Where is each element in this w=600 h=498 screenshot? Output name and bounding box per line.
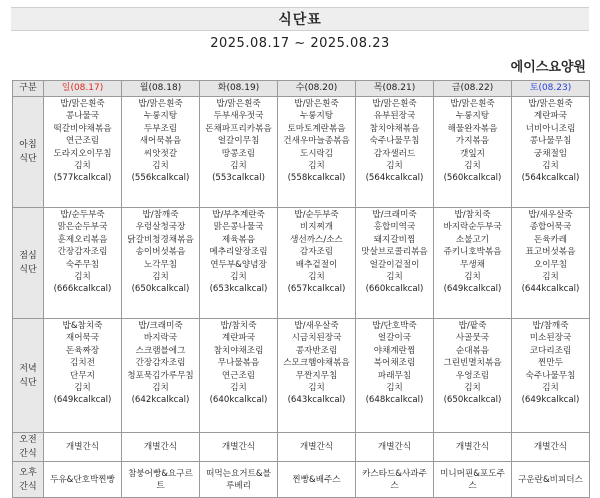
menu-item: 궁채절임 [533, 148, 568, 159]
menu-item: 표고버섯볶음 [525, 247, 576, 258]
menu-item: 얼갈이겉절이 [369, 259, 420, 270]
menu-item: 밥/참깨죽 [142, 210, 179, 220]
menu-item: (643kcalkcal) [287, 395, 346, 406]
menu-item: (553calkcal) [212, 173, 265, 184]
menu-item: 밥/새우살죽 [528, 210, 573, 220]
menu-cell [200, 462, 278, 498]
date-range: 2025.08.17 ~ 2025.08.23 [210, 36, 390, 51]
menu-item: 맑은콩나물국 [213, 222, 264, 233]
menu-item: 숙주무침 [65, 259, 100, 270]
menu-item: 밥/팥죽 [458, 321, 487, 331]
menu-item: 콩나물국 [65, 111, 100, 122]
menu-item: 재어묵국 [65, 333, 100, 344]
menu-item: 김치 [308, 272, 325, 283]
menu-cell [122, 319, 200, 433]
menu-item: 바지락국 [143, 333, 178, 344]
menu-item: 김치 [464, 161, 481, 172]
menu-item: 개별간식 [455, 442, 490, 453]
menu-cell [200, 319, 278, 433]
menu-cell [356, 97, 434, 208]
menu-item: 계란파국 [533, 111, 568, 122]
meal-label-line: 식단 [19, 154, 37, 164]
menu-cell [278, 462, 356, 498]
menu-item: 스크램블에그 [135, 345, 186, 356]
menu-item: 떡갈비야채볶음 [53, 123, 112, 134]
menu-item: 개별간식 [65, 442, 100, 453]
menu-item: 오이무침 [533, 259, 568, 270]
menu-item: 김치 [386, 272, 403, 283]
menu-item: 연근조림 [65, 136, 100, 147]
menu-item: 참치야채볶음 [369, 123, 420, 134]
menu-item: 개별간식 [533, 442, 568, 453]
menu-item: 땅콩조림 [221, 148, 256, 159]
menu-item: 연근조림 [221, 370, 256, 381]
menu-item: 숙주나물무침 [369, 136, 420, 147]
menu-item: 밥/크래미죽 [372, 210, 417, 220]
meal-row [13, 319, 590, 433]
menu-cell [356, 208, 434, 319]
menu-item: 비지찌개 [299, 222, 334, 233]
menu-item: 유부된장국 [373, 111, 416, 122]
menu-item: 김치 [386, 383, 403, 394]
menu-item: 종합어묵국 [529, 222, 572, 233]
menu-item: 스 [390, 481, 399, 491]
menu-cell [278, 97, 356, 208]
menu-cell [434, 319, 512, 433]
menu-item: 쥬키니호박볶음 [443, 247, 502, 258]
menu-item: 두유&단호박찐빵 [50, 474, 115, 485]
menu-item: 순대볶음 [455, 345, 490, 356]
menu-item: (660kcalkcal) [365, 284, 424, 295]
day-header-sat: 토(08.23) [512, 81, 590, 97]
menu-item: 돈육카레 [533, 234, 568, 245]
menu-item: 김치 [542, 161, 559, 172]
menu-item: 밥/맑은흰죽 [60, 99, 105, 109]
menu-item: 송이버섯볶음 [135, 247, 186, 258]
menu-item: 밥/참치죽 [454, 210, 491, 220]
meal-row [13, 462, 590, 498]
menu-cell [122, 97, 200, 208]
menu-item: 밥/맑은흰죽 [216, 99, 261, 109]
menu-item: 밥/부추계란죽 [212, 210, 265, 220]
menu-item: 간장감자조림 [57, 247, 108, 258]
menu-cell [356, 319, 434, 433]
meal-row [13, 208, 590, 319]
menu-item: (648kcalkcal) [365, 395, 424, 406]
menu-item: 생선까스/소스 [290, 234, 343, 245]
menu-item: (666kcalkcal) [53, 284, 112, 295]
menu-item: 감자조림 [299, 247, 334, 258]
menu-item: 두부조림 [143, 123, 178, 134]
menu-item: (657kcalkcal) [287, 284, 346, 295]
menu-item: 구운란&비피더스 [518, 474, 583, 485]
menu-item: 해물완자볶음 [447, 123, 498, 134]
day-header-thu: 목(08.21) [356, 81, 434, 97]
menu-cell [356, 462, 434, 498]
header-row [13, 81, 590, 97]
menu-item: (640kcalkcal) [209, 395, 268, 406]
menu-item: (577kcalkcal) [53, 173, 112, 184]
menu-cell [122, 433, 200, 462]
day-header-sun: 일(08.17) [44, 81, 122, 97]
menu-cell [434, 433, 512, 462]
page-title: 식단표 [278, 12, 322, 28]
menu-item: (558kcalkcal) [287, 173, 346, 184]
menu-item: 제육볶음 [221, 234, 256, 245]
title-bar [11, 7, 589, 31]
menu-item: 씨앗젓갈 [143, 148, 178, 159]
menu-item: 야채계란찜 [373, 345, 416, 356]
menu-item: 밥&참치죽 [62, 321, 103, 331]
menu-item: (644kcalkcal) [521, 284, 580, 295]
menu-item: 얼갈이무침 [217, 136, 260, 147]
menu-item: 김치 [152, 383, 169, 394]
menu-body [13, 97, 590, 498]
menu-item: 찐만두 [538, 358, 563, 369]
menu-item: 김치 [74, 383, 91, 394]
menu-item: 그린빈멸치볶음 [443, 358, 502, 369]
menu-item: 콩자반조림 [295, 345, 338, 356]
meal-label [13, 208, 44, 319]
menu-item: 김치 [386, 161, 403, 172]
menu-item: 밥/참깨죽 [532, 321, 569, 331]
menu-item: 김치 [542, 272, 559, 283]
menu-cell [44, 208, 122, 319]
menu-item: 얼갈이국 [377, 333, 412, 344]
menu-item: 가지볶음 [455, 136, 490, 147]
menu-item: 갯잎지 [460, 148, 485, 159]
menu-item: 미니머핀&포도주 [440, 468, 505, 479]
menu-item: 김치전 [70, 358, 95, 369]
menu-item: 감자샐러드 [373, 148, 416, 159]
menu-item: 누룽지탕 [299, 111, 334, 122]
meal-label-line: 오후 [19, 467, 37, 478]
menu-cell [44, 97, 122, 208]
menu-item: 밥/맑은흰죽 [138, 99, 183, 109]
menu-item: 너비아니조림 [525, 123, 576, 134]
menu-item: 홍합미역국 [373, 222, 416, 233]
menu-item: 사골뭇국 [455, 333, 490, 344]
menu-item: 계란파국 [221, 333, 256, 344]
menu-cell [356, 433, 434, 462]
menu-cell [200, 208, 278, 319]
menu-item: 밥/맑은흰죽 [294, 99, 339, 109]
menu-item: 연두부&양념장 [210, 259, 267, 270]
meal-label-line: 오전 [19, 435, 37, 445]
menu-cell [44, 462, 122, 498]
menu-item: 맛살브로콜리볶음 [361, 247, 428, 258]
day-header-wed: 수(08.20) [278, 81, 356, 97]
menu-item: 루베리 [226, 481, 251, 491]
menu-item: 누룽지탕 [455, 111, 490, 122]
menu-table [12, 80, 590, 498]
menu-item: 콩나물무침 [529, 136, 572, 147]
menu-item: 파래무침 [377, 370, 412, 381]
menu-item: 무나물볶음 [217, 358, 260, 369]
menu-item: 밥/새우살죽 [294, 321, 339, 331]
menu-cell [512, 319, 590, 433]
menu-item: 김치 [464, 383, 481, 394]
menu-cell [512, 208, 590, 319]
menu-item: 김치 [152, 272, 169, 283]
meal-row [13, 433, 590, 462]
menu-item: 밥/단호박죽 [372, 321, 417, 331]
meal-label [13, 433, 44, 462]
menu-cell [434, 462, 512, 498]
menu-item: 노각무침 [143, 259, 178, 270]
meal-label-line: 간식 [19, 481, 37, 492]
meal-label [13, 97, 44, 208]
menu-cell [434, 208, 512, 319]
menu-item: 개별간식 [299, 442, 334, 453]
menu-item: 밥/순두부죽 [294, 210, 339, 220]
menu-item: (560kcalkcal) [443, 173, 502, 184]
menu-cell [278, 433, 356, 462]
menu-item: 닭갈비청경채볶음 [127, 234, 194, 245]
menu-cell [44, 319, 122, 433]
menu-item: 돼지갈비찜 [373, 234, 416, 245]
menu-item: 개별간식 [221, 442, 256, 453]
meal-label-line: 간식 [19, 449, 37, 459]
menu-item: 북어채조림 [373, 358, 416, 369]
menu-item: 토마토계란볶음 [287, 123, 346, 134]
menu-item: 숙주나물무침 [525, 370, 576, 381]
menu-item: 김치 [230, 383, 247, 394]
menu-item: 무짠지무침 [295, 370, 338, 381]
menu-cell [512, 462, 590, 498]
menu-item: 밥/맑은흰죽 [450, 99, 495, 109]
menu-item: 우엉조림 [455, 370, 490, 381]
corner-label: 구분 [13, 81, 44, 97]
menu-item: 맑은순두부국 [57, 222, 108, 233]
menu-item: 김치 [74, 272, 91, 283]
menu-cell [200, 433, 278, 462]
menu-cell [512, 97, 590, 208]
meal-label-line: 식단 [19, 265, 37, 275]
menu-item: 간장감자조림 [135, 358, 186, 369]
menu-item: 트 [156, 481, 165, 491]
menu-item: 밥/맑은흰죽 [372, 99, 417, 109]
menu-cell [122, 208, 200, 319]
menu-item: 돈육짜장 [65, 345, 100, 356]
menu-item: 김치 [74, 161, 91, 172]
menu-item: 무생채 [460, 259, 485, 270]
meal-label-line: 점심 [19, 251, 37, 261]
meal-label-line: 아침 [19, 140, 37, 150]
menu-item: 밥/크래미죽 [138, 321, 183, 331]
menu-item: 김치 [308, 383, 325, 394]
menu-item: 김치 [230, 272, 247, 283]
menu-cell [278, 208, 356, 319]
menu-item: 미소된장국 [529, 333, 572, 344]
menu-item: 훈제오리볶음 [57, 234, 108, 245]
menu-item: (642kcalkcal) [131, 395, 190, 406]
menu-item: 새어묵볶음 [139, 136, 182, 147]
menu-item: 김치 [152, 161, 169, 172]
menu-item: (564kcalkcal) [365, 173, 424, 184]
menu-item: 개별간식 [143, 442, 178, 453]
menu-item: 밥/참치죽 [220, 321, 257, 331]
menu-item: 단무지 [70, 370, 95, 381]
day-header-fri: 금(08.22) [434, 81, 512, 97]
day-header-tue: 화(08.19) [200, 81, 278, 97]
menu-item: 김치 [542, 383, 559, 394]
day-header-mon: 월(08.18) [122, 81, 200, 97]
menu-item: 돈채파프리카볶음 [205, 123, 272, 134]
menu-item: 두부새우젓국 [213, 111, 264, 122]
menu-item: 바지락순두부국 [443, 222, 502, 233]
menu-item: (649kcalkcal) [443, 284, 502, 295]
menu-item: 우렁살청국장 [135, 222, 186, 233]
meal-row [13, 97, 590, 208]
menu-item: 김치 [308, 161, 325, 172]
menu-item: 참붕어빵&요구르 [128, 468, 193, 479]
menu-item: 떠먹는요거트&블 [206, 468, 271, 479]
menu-item: 도라지오이무침 [53, 148, 112, 159]
menu-item: (649kcalkcal) [53, 395, 112, 406]
menu-item: 김치 [464, 272, 481, 283]
meal-label [13, 462, 44, 498]
menu-cell [434, 97, 512, 208]
menu-item: 스모크햄야채볶음 [283, 358, 350, 369]
menu-item: 찐빵&배주스 [292, 474, 341, 485]
menu-item: 소불고기 [455, 234, 490, 245]
menu-item: 시금치된장국 [291, 333, 342, 344]
menu-item: 메추리알장조림 [209, 247, 268, 258]
menu-item: 밥/맑은흰죽 [528, 99, 573, 109]
menu-item: 참치야채조림 [213, 345, 264, 356]
menu-item: 배추겉절이 [295, 259, 338, 270]
menu-item: 코다리조림 [529, 345, 572, 356]
menu-item: 누룽지탕 [143, 111, 178, 122]
menu-item: 스 [468, 481, 477, 491]
meal-label-line: 저녁 [19, 363, 37, 374]
menu-item: (650kcalkcal) [131, 284, 190, 295]
menu-item: 김치 [230, 161, 247, 172]
facility-name: 에이스요양원 [510, 60, 586, 75]
menu-item: (564kcalkcal) [521, 173, 580, 184]
menu-item: (556kcalkcal) [131, 173, 190, 184]
menu-item: 건새우마늘종볶음 [283, 136, 350, 147]
menu-cell [278, 319, 356, 433]
menu-item: 청포묵김가루무침 [127, 370, 194, 381]
menu-item: 도시락김 [299, 148, 334, 159]
menu-cell [512, 433, 590, 462]
menu-item: 개별간식 [377, 442, 412, 453]
meal-label-line: 식단 [19, 377, 37, 388]
menu-cell [44, 433, 122, 462]
menu-item: (649kcalkcal) [521, 395, 580, 406]
menu-cell [200, 97, 278, 208]
menu-item: (650kcalkcal) [443, 395, 502, 406]
menu-item: (653kcalkcal) [209, 284, 268, 295]
menu-cell [122, 462, 200, 498]
meal-label [13, 319, 44, 433]
menu-item: 밥/순두부죽 [60, 210, 105, 220]
menu-item: 카스타드&사과주 [362, 468, 427, 479]
